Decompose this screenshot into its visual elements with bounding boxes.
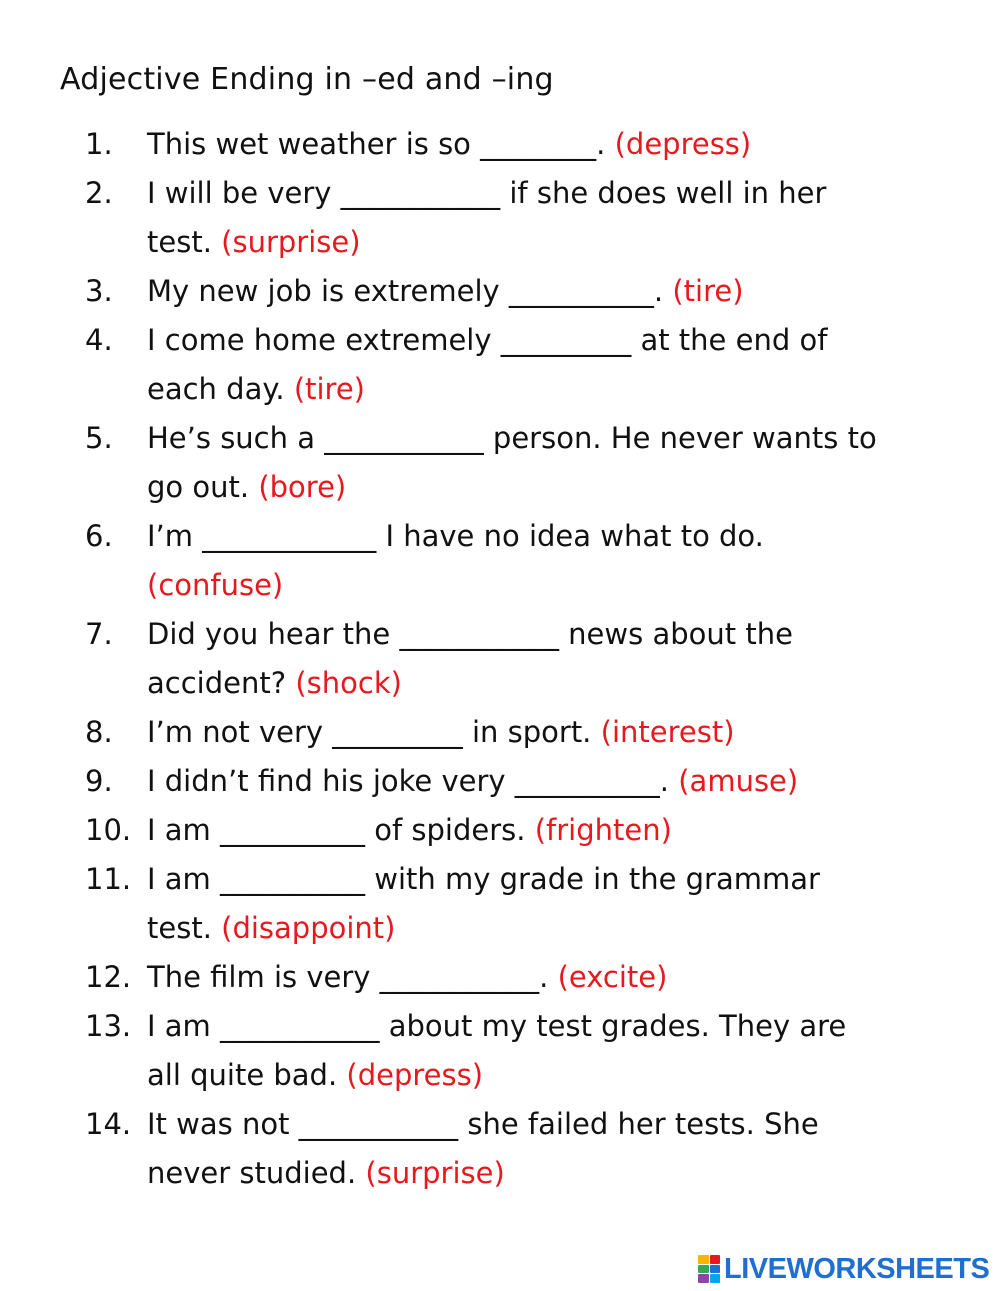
- item-number: 1.: [85, 127, 113, 161]
- verb-hint: (disappoint): [221, 911, 396, 945]
- sentence-text: I didn’t find his joke very __________.: [147, 764, 670, 798]
- exercise-line: [0, 1100, 1000, 1149]
- exercise-line: [0, 316, 1000, 365]
- sentence-text: My new job is extremely __________.: [147, 274, 664, 308]
- item-number: 13.: [85, 1009, 132, 1043]
- sentence-text: go out.: [147, 470, 250, 504]
- logo-tile: [698, 1274, 709, 1283]
- sentence-text: I am __________ with my grade in the grammar: [147, 862, 820, 896]
- exercise-line: [0, 757, 1000, 806]
- verb-hint: (interest): [600, 715, 735, 749]
- sentence-text: all quite bad.: [147, 1058, 338, 1092]
- exercise-line: [0, 1149, 1000, 1198]
- worksheet-title: Adjective Ending in –ed and –ing: [60, 62, 554, 97]
- sentence-text: He’s such a ___________ person. He never wants to: [147, 421, 877, 455]
- logo-tile: [710, 1265, 721, 1274]
- exercise-line: [0, 953, 1000, 1002]
- exercise-line: [0, 708, 1000, 757]
- item-number: 11.: [85, 862, 132, 896]
- sentence-text: It was not ___________ she failed her tests. She: [147, 1107, 819, 1141]
- verb-hint: (bore): [258, 470, 347, 504]
- exercise-item: [0, 169, 1000, 267]
- exercise-item: [0, 267, 1000, 316]
- sentence-text: accident?: [147, 666, 287, 700]
- exercise-item: [0, 1002, 1000, 1100]
- exercise-item: [0, 316, 1000, 414]
- item-number: 3.: [85, 274, 113, 308]
- exercise-item: [0, 512, 1000, 610]
- sentence-text: This wet weather is so ________.: [147, 127, 606, 161]
- verb-hint: (shock): [295, 666, 402, 700]
- logo-tile: [710, 1274, 721, 1283]
- verb-hint: (excite): [557, 960, 668, 994]
- sentence-text: test.: [147, 911, 212, 945]
- item-number: 14.: [85, 1107, 132, 1141]
- liveworksheets-brand: [698, 1252, 989, 1286]
- exercise-item: [0, 855, 1000, 953]
- sentence-text: Did you hear the ___________ news about the: [147, 617, 793, 651]
- exercise-item: [0, 1100, 1000, 1198]
- exercise-line: [0, 365, 1000, 414]
- verb-hint: (surprise): [221, 225, 361, 259]
- exercise-line: [0, 267, 1000, 316]
- logo-tile: [698, 1255, 709, 1264]
- item-number: 9.: [85, 764, 113, 798]
- item-number: 7.: [85, 617, 113, 651]
- exercise-item: [0, 414, 1000, 512]
- item-number: 6.: [85, 519, 113, 553]
- item-number: 10.: [85, 813, 132, 847]
- logo-tile: [698, 1265, 709, 1274]
- item-number: 4.: [85, 323, 113, 357]
- verb-hint: (tire): [293, 372, 365, 406]
- exercise-line: [0, 169, 1000, 218]
- exercise-item: [0, 610, 1000, 708]
- exercise-item: [0, 806, 1000, 855]
- exercise-line: [0, 1051, 1000, 1100]
- brand-text: LIVEWORKSHEETS: [724, 1252, 990, 1285]
- sentence-text: I’m ____________ I have no idea what to do.: [147, 519, 764, 553]
- exercise-line: [0, 463, 1000, 512]
- exercise-line: [0, 610, 1000, 659]
- sentence-text: test.: [147, 225, 212, 259]
- item-number: 2.: [85, 176, 113, 210]
- sentence-text: I come home extremely _________ at the end of: [147, 323, 828, 357]
- exercise-line: [0, 218, 1000, 267]
- sentence-text: each day.: [147, 372, 285, 406]
- verb-hint: (amuse): [678, 764, 799, 798]
- exercise-item: [0, 757, 1000, 806]
- exercise-item: [0, 953, 1000, 1002]
- verb-hint: (frighten): [534, 813, 672, 847]
- exercise-line: [0, 659, 1000, 708]
- item-number: 12.: [85, 960, 132, 994]
- exercise-line: [0, 1002, 1000, 1051]
- verb-hint: (confuse): [147, 568, 284, 602]
- verb-hint: (depress): [346, 1058, 484, 1092]
- sentence-text: The film is very ___________.: [147, 960, 549, 994]
- logo-tile: [710, 1255, 721, 1264]
- item-number: 5.: [85, 421, 113, 455]
- verb-hint: (surprise): [365, 1156, 505, 1190]
- liveworksheets-logo-icon: [698, 1255, 720, 1283]
- sentence-text: never studied.: [147, 1156, 357, 1190]
- exercise-line: [0, 855, 1000, 904]
- verb-hint: (depress): [614, 127, 752, 161]
- item-number: 8.: [85, 715, 113, 749]
- exercise-line: [0, 561, 1000, 610]
- exercise-item: [0, 120, 1000, 169]
- sentence-text: I am __________ of spiders.: [147, 813, 526, 847]
- sentence-text: I’m not very _________ in sport.: [147, 715, 592, 749]
- exercise-item: [0, 708, 1000, 757]
- exercise-line: [0, 414, 1000, 463]
- verb-hint: (tire): [672, 274, 744, 308]
- exercise-line: [0, 120, 1000, 169]
- exercise-line: [0, 904, 1000, 953]
- sentence-text: I am ___________ about my test grades. They are: [147, 1009, 847, 1043]
- exercise-list: [0, 120, 1000, 1198]
- exercise-line: [0, 512, 1000, 561]
- exercise-line: [0, 806, 1000, 855]
- sentence-text: I will be very ___________ if she does well in her: [147, 176, 827, 210]
